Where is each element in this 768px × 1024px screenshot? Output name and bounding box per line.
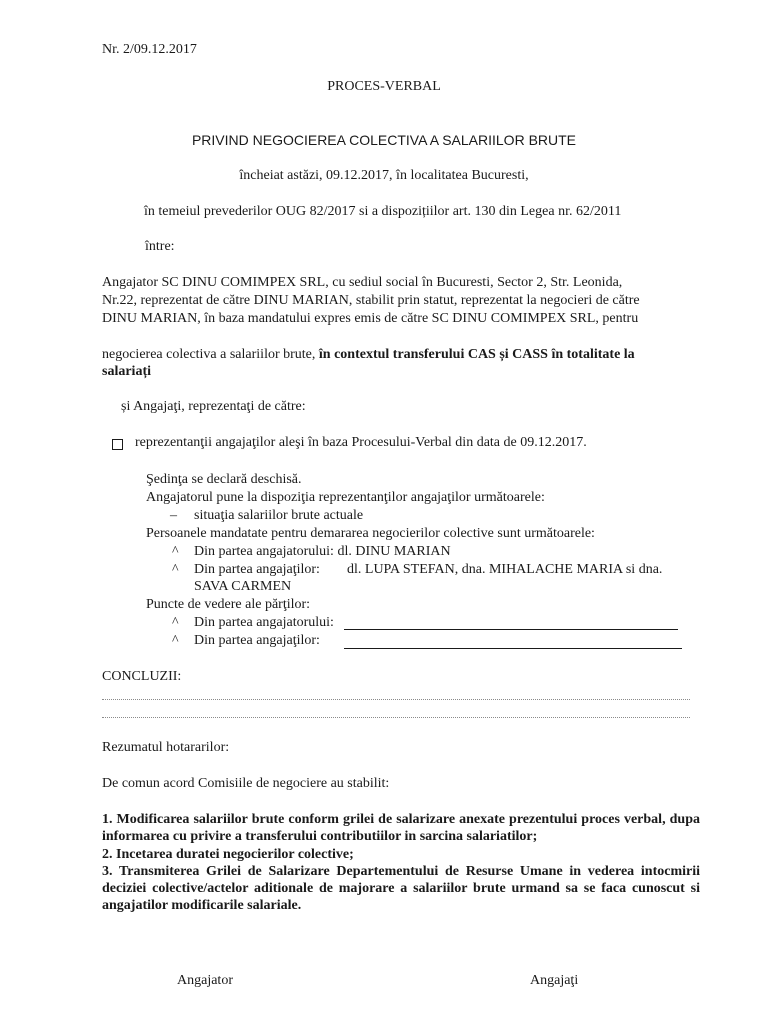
employees-line: și Angajaţi, reprezentaţi de către: [121,399,306,414]
document-title: PROCES-VERBAL [327,79,441,94]
decision-3: 3. Transmiterea Grilei de Salarizare Departementului de Resurse Umane in vederea intocmirii deciziei colective/actelor aditionale de majorare a salariilor brute urmand sa se faca cunoscut si angajatilor modificarile salariale. [102,864,700,913]
checkbox-icon[interactable] [112,439,123,450]
concluded-line: încheiat astăzi, 09.12.2017, în localitatea Bucuresti, [239,168,529,183]
context-normal-text: negocierea colectiva a salariilor brute, [102,347,319,362]
mandated-persons: Persoanele mandatate pentru demararea negocierilor colective sunt următoarele: [146,526,595,541]
caret-bullet-icon: ^ [172,615,179,630]
context-line-1 [102,347,635,363]
vp-employees-label: Din partea angajaţilor: [194,633,320,648]
summary-label: Rezumatul hotararilor: [102,740,230,755]
viewpoints-label: Puncte de vedere ale părţilor: [146,597,311,612]
vp-employees-blank[interactable] [344,648,682,649]
conclusions-label: CONCLUZII: [102,669,182,684]
meeting-opened: Şedinţa se declară deschisă. [146,472,302,487]
employer-line-3: DINU MARIAN, în baza mandatului expres emis de către SC DINU COMIMPEX SRL, pentru [102,311,639,326]
legal-basis-line: în temeiul prevederilor OUG 82/2017 si a dispozițiilor art. 130 din Legea nr. 62/2011 [144,204,622,219]
context-bold-text: în contextul transferului CAS și CASS în totalitate la [318,347,635,362]
conclusions-dotted-line-2[interactable] [102,707,690,718]
vp-employer-label: Din partea angajatorului: [194,615,334,630]
agreed-line: De comun acord Comisiile de negociere au stabilit: [102,776,390,791]
from-employer: Din partea angajatorului: dl. DINU MARIAN [194,544,451,559]
from-employees-names-cont: SAVA CARMEN [194,579,292,594]
vp-employer-blank[interactable] [344,629,678,630]
document-number: Nr. 2/09.12.2017 [102,42,197,57]
from-employees-label: Din partea angajaţilor: [194,562,320,577]
caret-bullet-icon: ^ [172,562,179,577]
from-employees-names: dl. LUPA STEFAN, dna. MIHALACHE MARIA si dna. [347,562,663,577]
representatives-line: reprezentanţii angajaţilor aleşi în baza Procesului-Verbal din data de 09.12.2017. [135,435,587,450]
employer-provides: Angajatorul pune la dispoziţia reprezentanţilor angajaţilor următoarele: [146,490,545,505]
signature-employees: Angajaţi [530,973,579,988]
between-label: între: [145,239,175,254]
employer-line-2: Nr.22, reprezentat de către DINU MARIAN, stabilit prin statut, reprezentat la negocieri de către [102,293,640,308]
caret-bullet-icon: ^ [172,633,179,648]
decision-2: 2. Incetarea duratei negocierilor colective; [102,847,354,862]
dash-bullet-icon: – [170,508,177,523]
document-subtitle: PRIVIND NEGOCIEREA COLECTIVA A SALARIILOR BRUTE [191,132,577,148]
employer-line-1: Angajator SC DINU COMIMPEX SRL, cu sediul social în Bucuresti, Sector 2, Str. Leonida, [102,275,623,290]
caret-bullet-icon: ^ [172,544,179,559]
decision-1: 1. Modificarea salariilor brute conform grilei de salarizare anexate prezentului proces verbal, dupa informarea cu privire a transferului contributiilor in sarcina salariatilor; [102,812,700,844]
signature-employer: Angajator [177,973,233,988]
item-salaries: situaţia salariilor brute actuale [194,508,364,523]
conclusions-dotted-line-1[interactable] [102,689,690,700]
context-line-2: salariați [102,364,151,379]
